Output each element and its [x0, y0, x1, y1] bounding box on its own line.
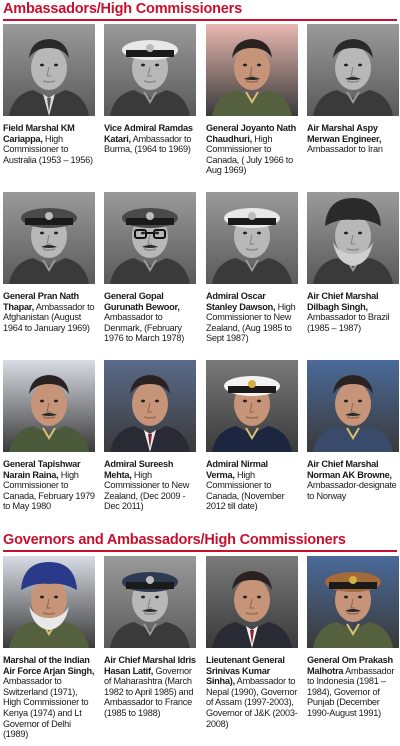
person-name: Lieutenant General Srinivas Kumar Sinha),	[206, 655, 285, 687]
person-caption	[104, 655, 196, 719]
portrait-photo	[307, 192, 399, 284]
person-caption	[206, 123, 298, 176]
person-role: High Commissioner to New Zealand, (Aug 1985 to Sept 1987)	[206, 301, 296, 344]
person-caption	[206, 655, 298, 729]
person-card	[206, 360, 298, 512]
section-title-ambassadors: Ambassadors/High Commissioners	[3, 1, 242, 17]
portrait-photo	[206, 556, 298, 648]
person-role: Ambassador to Nepal (1990), Governor of Assam (1997-2003), Governor of J&K (2003-2008)	[206, 676, 298, 729]
person-name: Admiral Sureesh Mehta,	[104, 459, 174, 480]
portrait-photo	[307, 360, 399, 452]
person-card	[104, 360, 196, 512]
person-role: Ambassador to Afghanistan (August 1964 to January 1969)	[3, 301, 95, 333]
portrait-photo	[104, 24, 196, 116]
person-role: High Commissioner to New Zealand, (Dec 2009 - Dec 2011)	[104, 469, 190, 512]
person-card	[104, 24, 196, 155]
person-role: Ambassador to Denmark, (February 1976 to March 1978)	[104, 312, 185, 344]
person-caption	[307, 123, 399, 155]
person-role: Governor of Maharashtra (March 1982 to April 1985) and Ambassador to France (1985 to 1988)	[104, 665, 194, 718]
portrait-photo	[3, 556, 95, 648]
person-card	[3, 192, 95, 333]
person-name: General Tapishwar Narain Raina,	[3, 459, 81, 480]
person-name: Admiral Nirmal Verma,	[206, 459, 268, 480]
person-name: Vice Admiral Ramdas Katari,	[104, 123, 193, 144]
person-caption	[104, 459, 196, 512]
portrait-photo	[206, 192, 298, 284]
section-title-governors: Governors and Ambassadors/High Commissioners	[3, 532, 346, 548]
portrait-photo	[104, 192, 196, 284]
person-role: Ambassador to Switzerland (1971), High Commissioner to Kenya (1974) and Lt Governor of Delhi (1989)	[3, 676, 89, 740]
person-caption	[3, 291, 95, 333]
person-name: General Joyanto Nath Chaudhuri,	[206, 123, 296, 144]
portrait-photo	[3, 192, 95, 284]
portrait-photo	[206, 24, 298, 116]
person-name: Air Chief Marshal Idris Hasan Latif,	[104, 655, 196, 676]
person-name: Field Marshal KM Cariappa,	[3, 123, 75, 144]
person-role: Ambassador to Burma, (1964 to 1969)	[104, 133, 192, 155]
person-card	[307, 192, 399, 333]
portrait-photo	[104, 360, 196, 452]
person-role: High Commissioner to Canada, ( July 1966 to Aug 1969)	[206, 133, 293, 176]
person-caption	[3, 655, 95, 740]
portrait-photo	[206, 360, 298, 452]
person-name: Air Chief Marshal Dilbagh Singh,	[307, 291, 379, 312]
person-caption	[307, 459, 399, 501]
person-card	[3, 24, 95, 165]
person-card	[307, 556, 399, 719]
person-role: Ambassador to Brazil (1985 – 1987)	[307, 312, 390, 333]
portrait-photo	[3, 24, 95, 116]
person-card	[3, 360, 95, 512]
person-card	[307, 24, 399, 155]
person-caption	[307, 291, 399, 333]
person-caption	[104, 123, 196, 155]
person-card	[206, 24, 298, 176]
person-card	[3, 556, 95, 740]
person-caption	[206, 291, 298, 344]
person-caption	[3, 459, 95, 512]
person-caption	[307, 655, 399, 719]
portrait-photo	[307, 24, 399, 116]
section-divider	[3, 19, 397, 21]
person-role: Ambassador to Indonesia (1981 – 1984), Governor of Punjab (December 1990-August 1991)	[307, 665, 395, 718]
person-name: General Gopal Gurunath Bewoor,	[104, 291, 180, 312]
person-name: Air Chief Marshal Norman AK Browne,	[307, 459, 392, 480]
person-card	[104, 556, 196, 719]
person-card	[206, 556, 298, 729]
person-name: General Pran Nath Thapar,	[3, 291, 79, 312]
person-caption	[3, 123, 95, 165]
portrait-photo	[104, 556, 196, 648]
portrait-photo	[3, 360, 95, 452]
person-role: High Commissioner to Canada, (November 2012 till date)	[206, 469, 285, 512]
section-divider	[3, 550, 397, 552]
person-caption	[104, 291, 196, 344]
person-name: General Om Prakash Malhotra	[307, 655, 393, 676]
person-role: Ambassador to Iran	[307, 144, 383, 155]
person-name: Admiral Oscar Stanley Dawson,	[206, 291, 276, 312]
portrait-photo	[307, 556, 399, 648]
person-name: Marshal of the Indian Air Force Arjan Singh,	[3, 655, 95, 676]
person-role: High Commissioner to Australia (1953 – 1956)	[3, 133, 93, 165]
person-card	[307, 360, 399, 501]
person-card	[104, 192, 196, 344]
person-caption	[206, 459, 298, 512]
person-role: Ambassador-designate to Norway	[307, 480, 397, 501]
person-name: Air Marshal Aspy Merwan Engineer,	[307, 123, 382, 144]
person-card	[206, 192, 298, 344]
person-role: High Commissioner to Canada, February 1979 to May 1980	[3, 469, 95, 512]
